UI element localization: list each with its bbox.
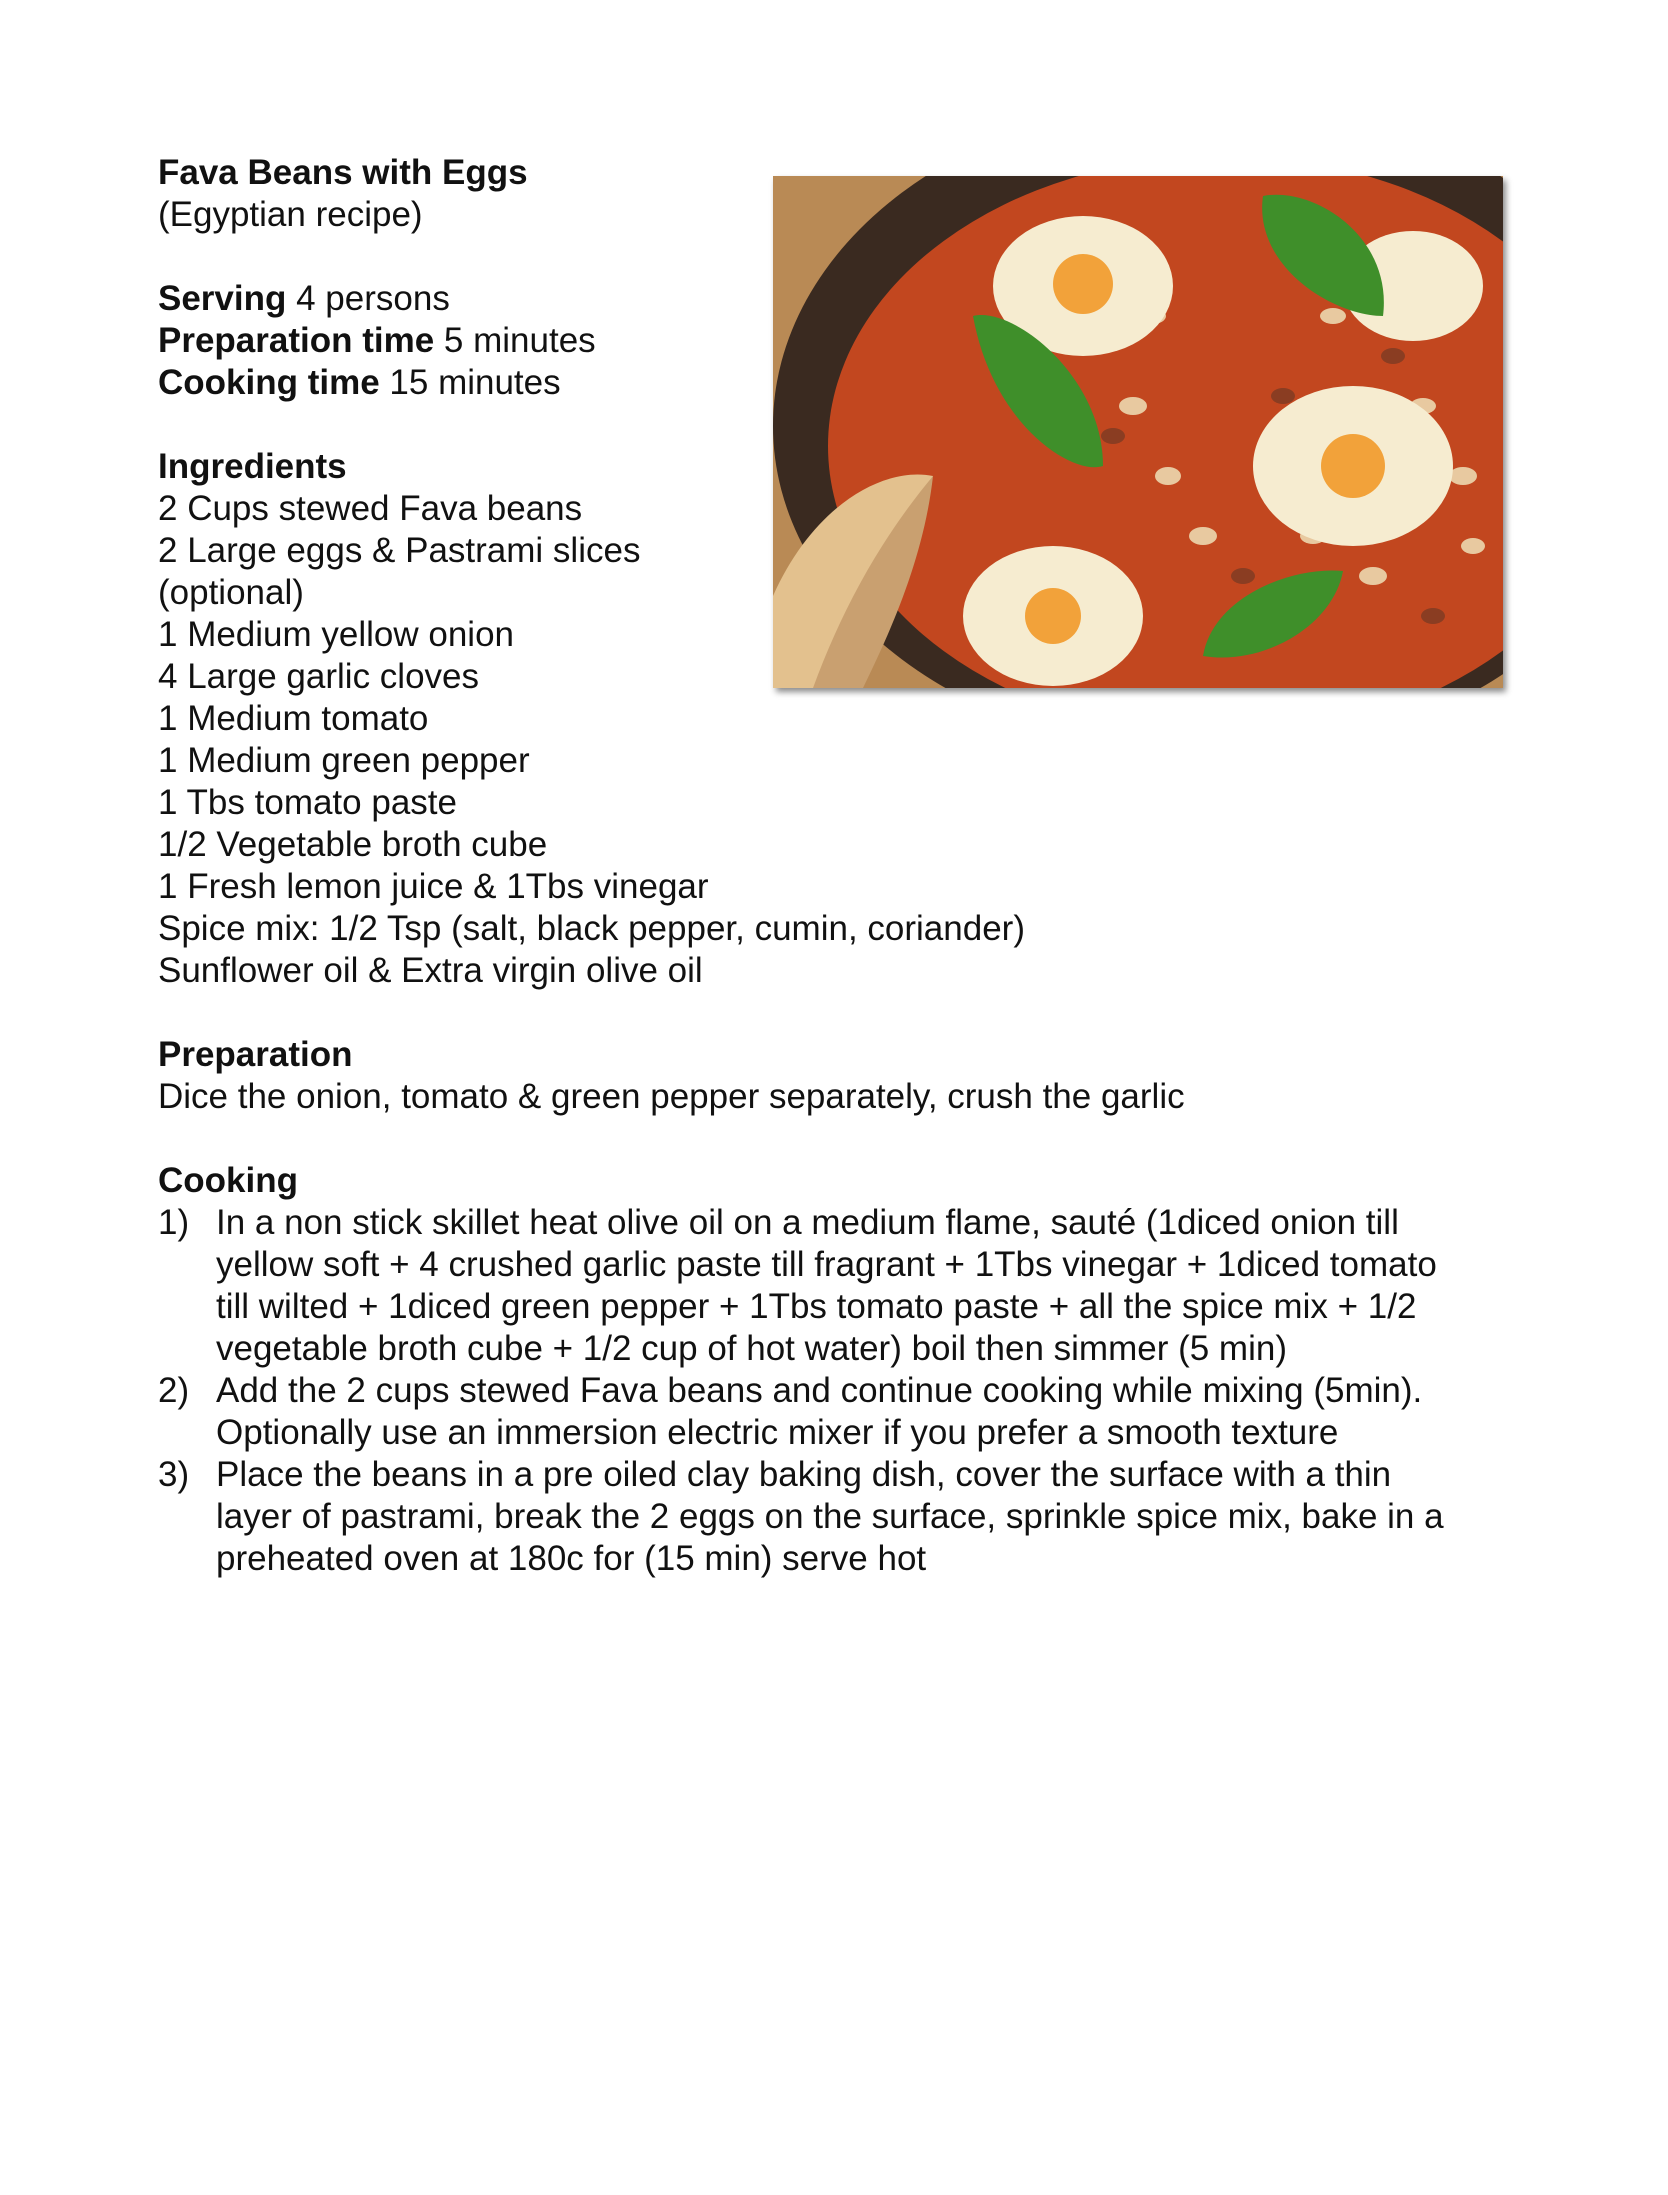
serving-value: 4 persons bbox=[286, 279, 450, 318]
step-line: yellow soft + 4 crushed garlic paste till fragrant + 1Tbs vinegar + 1diced tomato bbox=[216, 1245, 1437, 1284]
ingredient-item: 4 Large garlic cloves bbox=[158, 657, 479, 696]
ingredient-item: 1/2 Vegetable broth cube bbox=[158, 825, 548, 864]
ingredient-item: Sunflower oil & Extra virgin olive oil bbox=[158, 951, 703, 990]
ingredient-item: 2 Large eggs & Pastrami slices bbox=[158, 531, 641, 570]
ingredient-item: 1 Medium yellow onion bbox=[158, 615, 515, 654]
step-number: 3) bbox=[158, 1455, 190, 1494]
cooking-step bbox=[158, 1370, 1518, 1454]
step-number: 1) bbox=[158, 1203, 190, 1242]
step-line: Optionally use an immersion electric mixer if you prefer a smooth texture bbox=[216, 1413, 1339, 1452]
step-line: layer of pastrami, break the 2 eggs on the surface, sprinkle spice mix, bake in a bbox=[216, 1497, 1444, 1536]
egg-yolk bbox=[1053, 254, 1113, 314]
step-text bbox=[216, 1202, 1518, 1370]
cook-time-label: Cooking time bbox=[158, 363, 380, 402]
step-line: vegetable broth cube + 1/2 cup of hot water) boil then simmer (5 min) bbox=[216, 1329, 1287, 1368]
dish-illustration bbox=[773, 176, 1503, 688]
egg-yolk bbox=[1321, 434, 1385, 498]
cook-time-value: 15 minutes bbox=[379, 363, 561, 402]
serving-label: Serving bbox=[158, 279, 287, 318]
recipe-subtitle: (Egyptian recipe) bbox=[158, 195, 423, 234]
step-line: Add the 2 cups stewed Fava beans and continue cooking while mixing (5min). bbox=[216, 1371, 1423, 1410]
cooking-step bbox=[158, 1202, 1518, 1370]
ingredient-item: Spice mix: 1/2 Tsp (salt, black pepper, cumin, coriander) bbox=[158, 909, 1025, 948]
step-line: Place the beans in a pre oiled clay baking dish, cover the surface with a thin bbox=[216, 1455, 1392, 1494]
step-line: preheated oven at 180c for (15 min) serve hot bbox=[216, 1539, 927, 1578]
step-line: In a non stick skillet heat olive oil on a medium flame, sauté (1diced onion till bbox=[216, 1203, 1399, 1242]
egg-yolk bbox=[1025, 588, 1081, 644]
ingredient-item: 1 Tbs tomato paste bbox=[158, 783, 457, 822]
ingredient-item: 1 Fresh lemon juice & 1Tbs vinegar bbox=[158, 867, 709, 906]
step-line: till wilted + 1diced green pepper + 1Tbs tomato paste + all the spice mix + 1/2 bbox=[216, 1287, 1417, 1326]
prep-time-value: 5 minutes bbox=[434, 321, 596, 360]
prep-time-label: Preparation time bbox=[158, 321, 435, 360]
ingredients-heading: Ingredients bbox=[158, 447, 347, 486]
ingredient-item: 1 Medium tomato bbox=[158, 699, 429, 738]
ingredient-item: (optional) bbox=[158, 573, 304, 612]
step-number: 2) bbox=[158, 1371, 190, 1410]
cooking-step bbox=[158, 1454, 1518, 1580]
ingredient-item: 1 Medium green pepper bbox=[158, 741, 530, 780]
step-text bbox=[216, 1454, 1518, 1580]
step-text bbox=[216, 1370, 1518, 1454]
preparation-text: Dice the onion, tomato & green pepper separately, crush the garlic bbox=[158, 1077, 1185, 1116]
cooking-steps bbox=[158, 1202, 1518, 1580]
preparation-heading: Preparation bbox=[158, 1035, 353, 1074]
ingredient-item: 2 Cups stewed Fava beans bbox=[158, 489, 583, 528]
recipe-title: Fava Beans with Eggs bbox=[158, 153, 528, 192]
cooking-heading: Cooking bbox=[158, 1161, 298, 1200]
dish-photo bbox=[773, 176, 1503, 688]
